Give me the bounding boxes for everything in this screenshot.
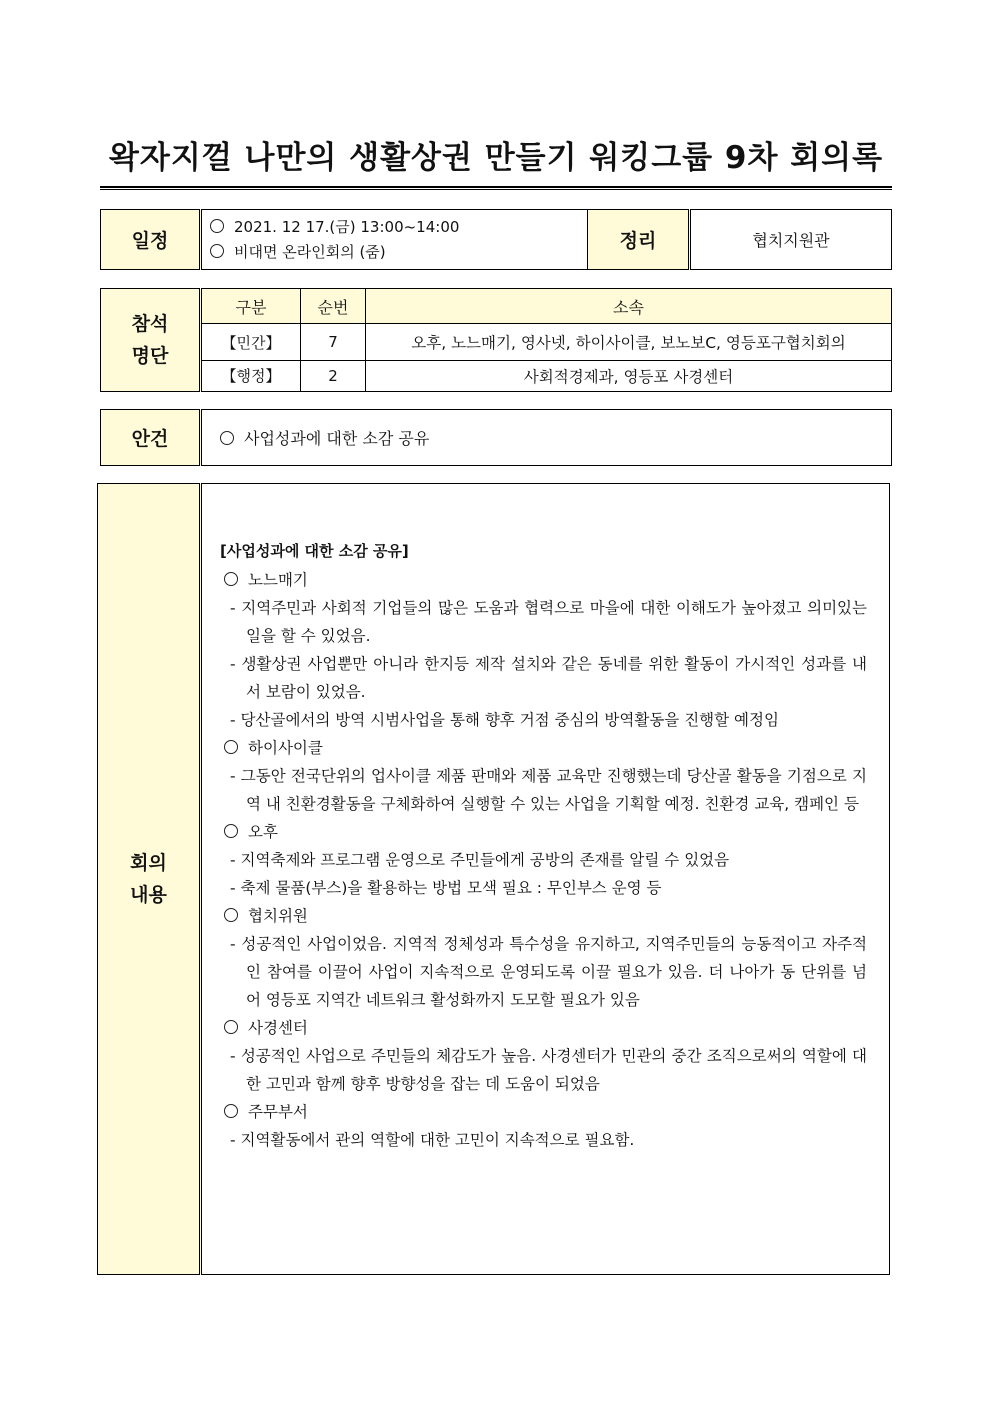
list-item: - 축제 물품(부스)을 활용하는 방법 모색 필요 : 무인부스 운영 등 bbox=[230, 879, 662, 897]
schedule-details bbox=[201, 210, 588, 270]
row-affiliation: 사회적경제과, 영등포 사경센터 bbox=[366, 360, 892, 391]
list-item: - 그동안 전국단위의 업사이클 제품 판매와 제품 교육만 진행했는데 당산골 활동을 기점으로 지역 내 친환경활동을 구체화하여 실행할 수 있는 사업을 기획할 예정. 친환경 교육, 캠페인 등 bbox=[230, 767, 867, 813]
title-divider bbox=[100, 186, 892, 190]
circle-bullet-icon bbox=[224, 1020, 238, 1034]
list-item: - 당산골에서의 방역 시범사업을 통해 향후 거점 중심의 방역활동을 진행할 예정임 bbox=[230, 711, 779, 729]
list-item: - 지역축제와 프로그램 운영으로 주민들에게 공방의 존재를 알릴 수 있었음 bbox=[230, 851, 730, 869]
circle-bullet-icon bbox=[224, 1104, 238, 1118]
meeting-content-table bbox=[97, 483, 890, 1275]
list-item: - 지역주민과 사회적 기업들의 많은 도움과 협력으로 마을에 대한 이해도가 높아졌고 의미있는 일을 할 수 있었음. bbox=[230, 599, 867, 645]
agenda-item: 사업성과에 대한 소감 공유 bbox=[201, 410, 892, 466]
header-affiliation: 소속 bbox=[366, 289, 892, 324]
circle-bullet-icon bbox=[220, 431, 234, 445]
group-heading: 하이사이클 bbox=[224, 734, 867, 762]
row-category: 【민간】 bbox=[201, 324, 301, 360]
table-row bbox=[101, 324, 892, 360]
organizer-label: 정리 bbox=[588, 210, 690, 270]
schedule-label: 일정 bbox=[101, 210, 201, 270]
section-title: [사업성과에 대한 소감 공유] bbox=[220, 542, 409, 560]
list-item: - 지역활동에서 관의 역할에 대한 고민이 지속적으로 필요함. bbox=[230, 1131, 635, 1149]
organizer-value: 협치지원관 bbox=[690, 210, 892, 270]
group-heading: 주무부서 bbox=[224, 1098, 867, 1126]
circle-bullet-icon bbox=[224, 908, 238, 922]
attendees-label: 참석 명단 bbox=[101, 289, 201, 392]
header-category: 구분 bbox=[201, 289, 301, 324]
group-heading: 사경센터 bbox=[224, 1014, 867, 1042]
group-heading: 오후 bbox=[224, 818, 867, 846]
row-count: 7 bbox=[301, 324, 366, 360]
row-category: 【행정】 bbox=[201, 360, 301, 391]
schedule-table bbox=[100, 209, 892, 270]
row-count: 2 bbox=[301, 360, 366, 391]
table-row bbox=[101, 360, 892, 391]
list-item: - 생활상권 사업뿐만 아니라 한지등 제작 설치와 같은 동네를 위한 활동이 가시적인 성과를 내서 보람이 있었음. bbox=[230, 655, 867, 701]
row-affiliation: 오후, 노느매기, 영사넷, 하이사이클, 보노보C, 영등포구협치회의 bbox=[366, 324, 892, 360]
circle-bullet-icon bbox=[224, 824, 238, 838]
circle-bullet-icon bbox=[210, 244, 224, 258]
circle-bullet-icon bbox=[224, 572, 238, 586]
meeting-content bbox=[201, 484, 890, 1275]
agenda-label: 안건 bbox=[101, 410, 201, 466]
schedule-line: 비대면 온라인회의 (줌) bbox=[202, 240, 587, 265]
group-heading: 협치위원 bbox=[224, 902, 867, 930]
group-heading: 노느매기 bbox=[224, 566, 867, 594]
content-label: 회의 내용 bbox=[98, 484, 201, 1275]
circle-bullet-icon bbox=[224, 740, 238, 754]
schedule-line: 2021. 12 17.(금) 13:00~14:00 bbox=[202, 215, 587, 240]
circle-bullet-icon bbox=[210, 219, 224, 233]
list-item: - 성공적인 사업으로 주민들의 체감도가 높음. 사경센터가 민관의 중간 조직으로써의 역할에 대한 고민과 함께 향후 방향성을 잡는 데 도움이 되었음 bbox=[230, 1047, 867, 1093]
document-title: 왁자지껄 나만의 생활상권 만들기 워킹그룹 9차 회의록 bbox=[108, 140, 884, 176]
agenda-table bbox=[100, 409, 892, 466]
attendees-table bbox=[100, 288, 892, 392]
header-count: 순번 bbox=[301, 289, 366, 324]
list-item: - 성공적인 사업이었음. 지역적 정체성과 특수성을 유지하고, 지역주민들의 능동적이고 자주적인 참여를 이끌어 사업이 지속적으로 운영되도록 이끌 필요가 있음. 더 나아가 동 단위를 넘어 영등포 지역간 네트워크 활성화까지 도모할 필요가 있음 bbox=[230, 935, 867, 1009]
